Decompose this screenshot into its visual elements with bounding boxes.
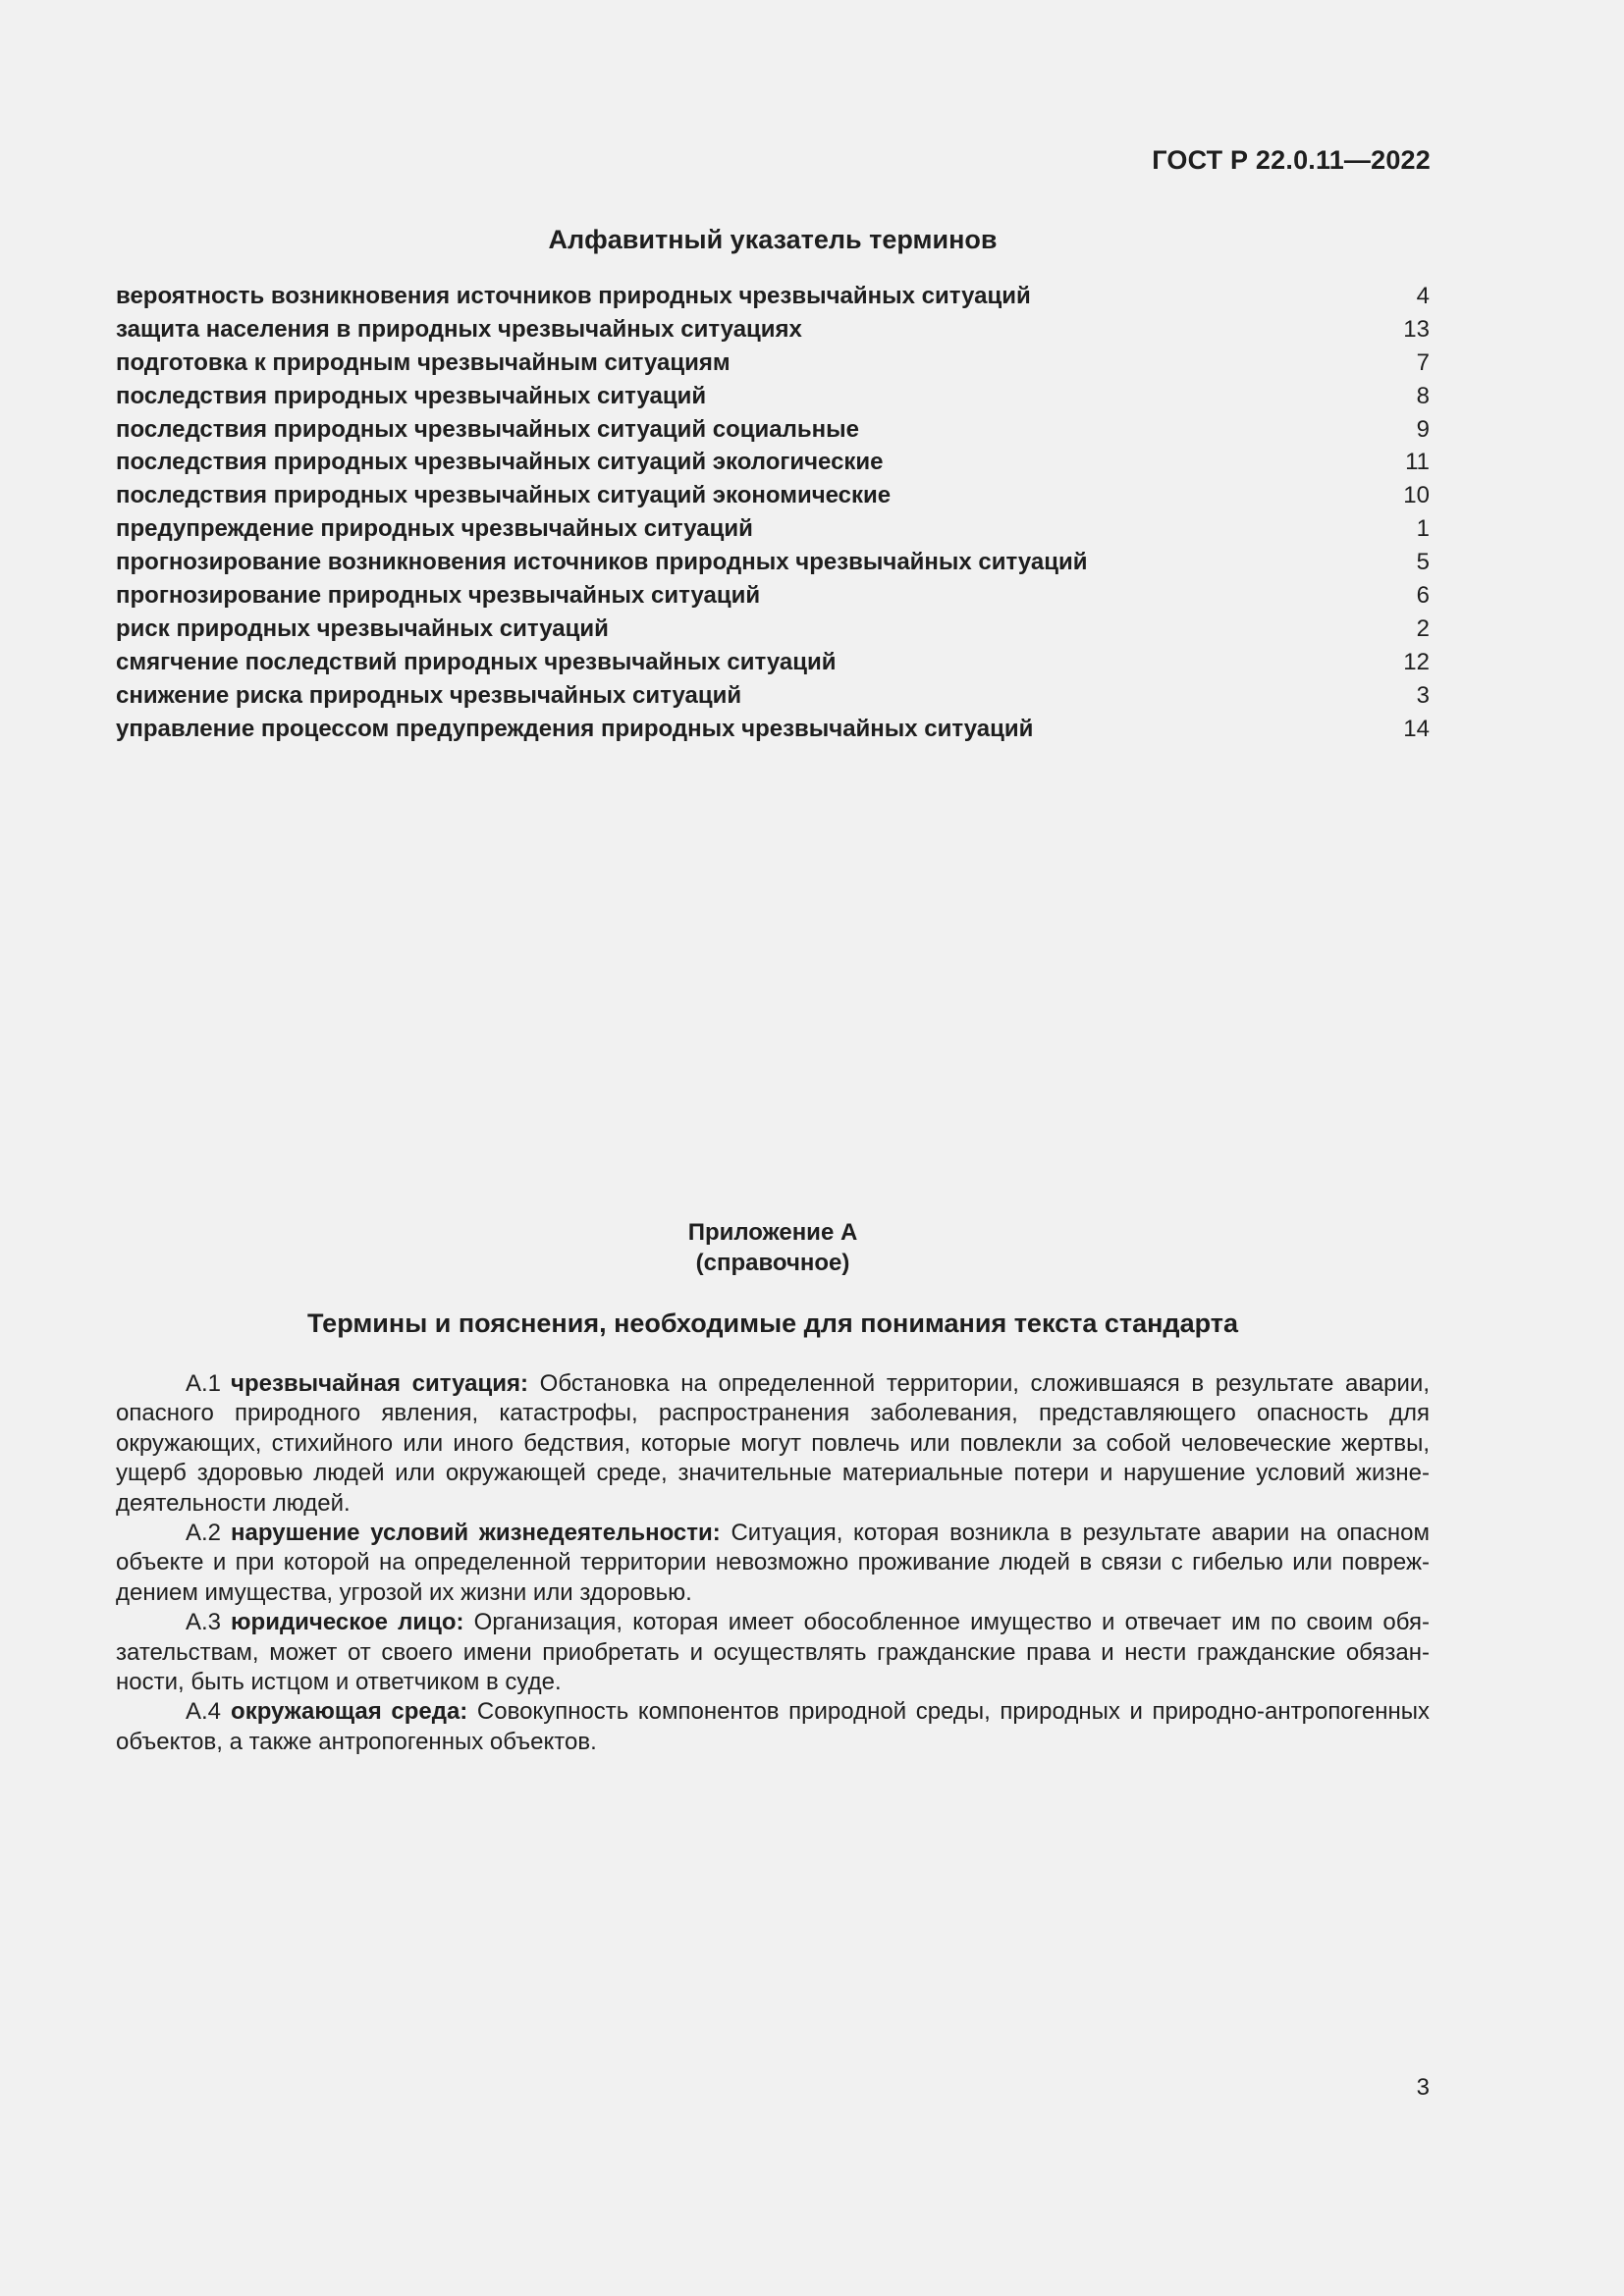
definition-text: Организация, которая имеет обособленное имущество и отвечает им по своим обязательствам, может от своего имени приобретать и осуществлять гражданские права и нести гражданские обязанности, быть истцом и ответчиком в суде.: [116, 1609, 1430, 1696]
index-term: последствия природных чрезвычайных ситуаций социальные: [116, 415, 859, 443]
index-term: защита населения в природных чрезвычайных ситуациях: [116, 315, 802, 343]
definition-term: нарушение условий жизнедеятельности:: [231, 1520, 721, 1547]
index-term: предупреждение природных чрезвычайных ситуаций: [116, 515, 753, 543]
definition-number: А.3: [186, 1609, 222, 1636]
index-entry: [116, 280, 1430, 313]
definition-term: чрезвычайная ситуация:: [231, 1370, 529, 1397]
appendix-label: Приложение А: [687, 1219, 858, 1246]
index-entry: [116, 713, 1430, 746]
index-entry: [116, 479, 1430, 512]
index-entry: [116, 546, 1430, 579]
index-title: Алфавитный указатель терминов: [548, 225, 998, 254]
index-term: прогнозирование возникновения источников природных чрезвычайных ситуаций: [116, 549, 1088, 576]
index-term-number: 4: [1416, 283, 1430, 309]
index-term-number: 9: [1416, 415, 1430, 443]
index-term: снижение риска природных чрезвычайных ситуаций: [116, 681, 742, 709]
definition-text: Ситуация, которая возникла в результате аварии на опасном объекте и при которой на определенной территории невозможно проживание людей в связи с гибелью или повреждением имущества, угрозой их жизни или здоровью.: [116, 1520, 1430, 1606]
index-term-number: 7: [1416, 348, 1430, 376]
index-term-number: 11: [1405, 449, 1430, 476]
index-term-number: 6: [1416, 582, 1430, 610]
definition-text: Совокупность компонентов природной среды, природных и природно-антропогенных объектов, а также антропогенных объектов.: [116, 1698, 1430, 1755]
index-term-number: 1: [1416, 515, 1430, 543]
definition-paragraph: [116, 1608, 1430, 1697]
index-term-number: 3: [1416, 681, 1430, 709]
definition-text: Обстановка на определенной территории, сложившаяся в результате аварии, опасного природного явления, катастрофы, распространения заболевания, представляющего опасность для окружающих, стихийного или иного бедствия, которые могут повлечь или повлекли за собой человеческие жертвы, ущерб здоровью людей или окружающей среде, значительные материальные потери и нарушение условий жизнедеятельности людей.: [116, 1370, 1431, 1517]
index-entry: [116, 380, 1430, 413]
index-entry: [116, 313, 1430, 347]
definition-number: А.2: [186, 1520, 222, 1547]
definition-term: юридическое лицо:: [231, 1609, 464, 1636]
index-term-number: 2: [1416, 614, 1430, 642]
index-term: последствия природных чрезвычайных ситуаций экологические: [116, 449, 884, 476]
document-code: ГОСТ Р 22.0.11—2022: [1152, 145, 1431, 175]
index-entry: [116, 613, 1430, 646]
definition-number: А.4: [186, 1698, 222, 1726]
index-term: вероятность возникновения источников природных чрезвычайных ситуаций: [116, 283, 1031, 309]
appendix-heading: [116, 1217, 1430, 1278]
index-term: прогнозирование природных чрезвычайных ситуаций: [116, 582, 761, 610]
appendix-title: Термины и пояснения, необходимые для понимания текста стандарта: [307, 1308, 1238, 1338]
index-entry: [116, 679, 1430, 713]
index-term: подготовка к природным чрезвычайным ситуациям: [116, 348, 731, 376]
definitions-section: [116, 1369, 1430, 1757]
term-index-list: [116, 280, 1430, 745]
definition-paragraph: [116, 1697, 1430, 1757]
appendix-kind: (справочное): [695, 1250, 850, 1276]
definition-term: окружающая среда:: [231, 1698, 468, 1726]
definition-number: А.1: [186, 1370, 222, 1397]
index-term: риск природных чрезвычайных ситуаций: [116, 614, 609, 642]
index-entry: [116, 347, 1430, 380]
definition-paragraph: [116, 1369, 1430, 1519]
index-entry: [116, 413, 1430, 447]
index-term: смягчение последствий природных чрезвычайных ситуаций: [116, 648, 837, 675]
index-term: последствия природных чрезвычайных ситуаций экономические: [116, 482, 892, 509]
definition-paragraph: [116, 1519, 1430, 1608]
index-term-number: 14: [1403, 715, 1430, 742]
index-term-number: 13: [1403, 315, 1430, 343]
index-entry: [116, 446, 1430, 479]
page-number: 3: [1416, 2074, 1430, 2101]
index-term-number: 5: [1416, 549, 1430, 576]
index-entry: [116, 646, 1430, 679]
index-entry: [116, 579, 1430, 613]
index-term: последствия природных чрезвычайных ситуаций: [116, 382, 707, 409]
index-term-number: 12: [1403, 648, 1430, 675]
index-term: управление процессом предупреждения природных чрезвычайных ситуаций: [116, 715, 1034, 742]
index-term-number: 10: [1403, 482, 1430, 509]
index-term-number: 8: [1416, 382, 1430, 409]
index-entry: [116, 512, 1430, 546]
